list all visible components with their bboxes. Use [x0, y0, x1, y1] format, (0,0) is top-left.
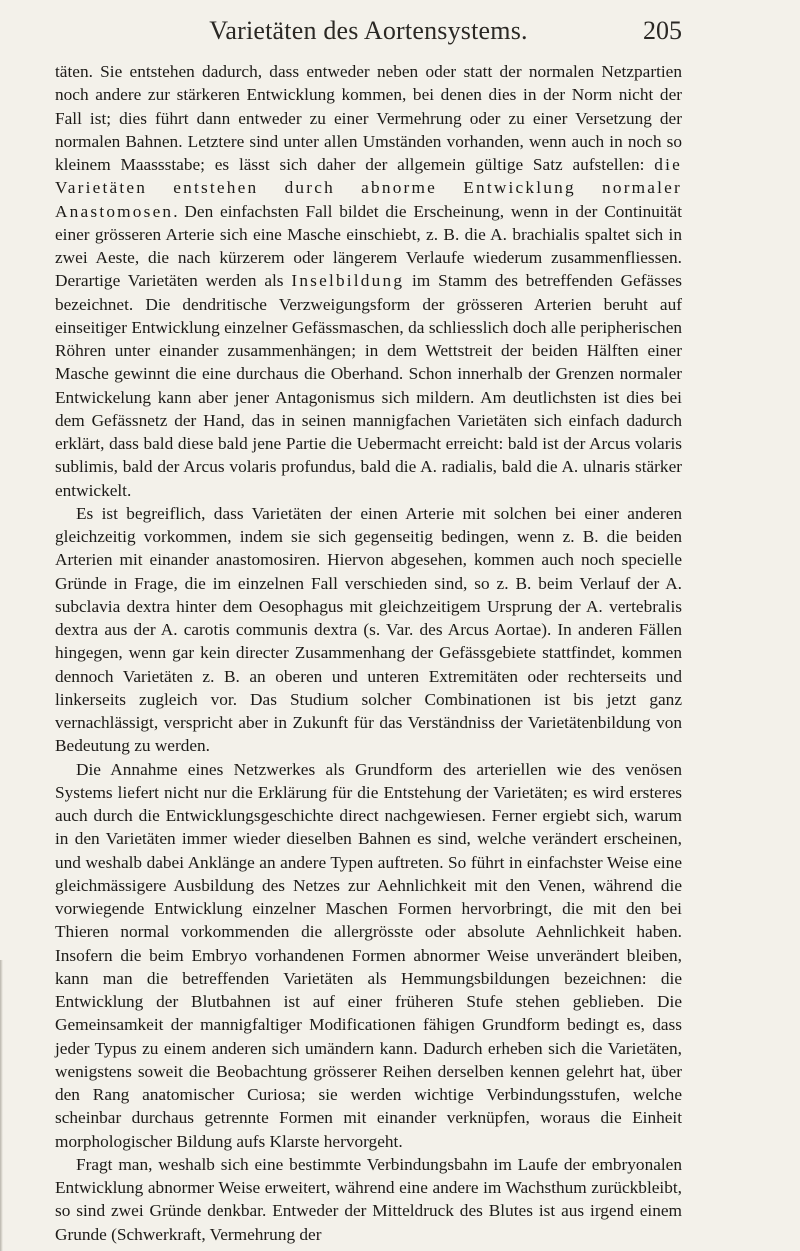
text-run: im Stamm des betreffenden Gefässes bezeichnet. Die dendritische Verzweigungsform der grösseren Arterien beruht auf einseitiger Entwicklung einzelner Gefässmaschen, da schliesslich doch alle peripherischen Röhren unter einander zusammenhängen; in dem Wettstreit der beiden Hälften einer Masche gewinnt die eine durchaus die Oberhand. Schon innerhalb der Grenzen normaler Entwickelung kann aber jener Antagonismus sich mildern. Am deutlichsten ist dies bei dem Gefässnetz der Hand, das in seinen mannigfachen Varietäten sich einfach dadurch erklärt, dass bald diese bald jene Partie die Uebermacht erreicht: bald ist der Arcus volaris sublimis, bald der Arcus volaris profundus, bald die A. radialis, bald die A. ulnaris stärker entwickelt. [55, 271, 682, 500]
body-text [55, 60, 682, 1246]
scan-edge-shadow [0, 960, 3, 1251]
spaced-emphasis: Inselbildung [291, 271, 405, 291]
paragraph-2 [55, 502, 682, 758]
running-head [55, 16, 682, 52]
paragraph-4 [55, 1153, 682, 1246]
page-number: 205 [643, 16, 682, 45]
page-header-title: Varietäten des Aortensystems. [209, 16, 528, 45]
text-run: Fragt man, weshalb sich eine bestimmte Verbindungsbahn im Laufe der embryonalen Entwicklung abnormer Weise erweitert, während eine andere im Wachsthum zurückbleibt, so sind zwei Gründe denkbar. Entweder der Mitteldruck des Blutes ist aus irgend einem Grunde (Schwerkraft, Vermehrung der [55, 1154, 682, 1244]
text-run: Die Annahme eines Netzwerkes als Grundform des arteriellen wie des venösen Systems liefert nicht nur die Erklärung für die Entstehung der Varietäten; es wird ersteres auch durch die Entwicklungsgeschichte direct nachgewiesen. Ferner ergiebt sich, warum in den Varietäten immer wieder dieselben Bahnen es sind, welche verändert erscheinen, und weshalb dabei Anklänge an andere Typen auftreten. So führt in einfachster Weise eine gleichmässigere Ausbildung des Netzes zur Aehnlichkeit mit den Venen, während die vorwiegende Entwicklung einzelner Maschen Formen hervorbringt, die mit den bei Thieren normal vorkommenden die allergrösste oder absolute Aehnlichkeit haben. Insofern die beim Embryo vorhandenen Formen abnormer Weise unverändert bleiben, kann man die betreffenden Varietäten als Hemmungsbildungen bezeichnen: die Entwicklung der Blutbahnen ist auf einer früheren Stufe stehen geblieben. Die Gemeinsamkeit der mannigfaltiger Modificationen fähigen Grundform bedingt es, dass jeder Typus zu einem anderen sich umändern kann. Dadurch erheben sich die Varietäten, wenigstens soweit die Beobachtung grösserer Reihen derselben kennen gelehrt hat, über den Rang anatomischer Curiosa; sie werden wichtige Verbindungsstufen, welche scheinbar durchaus getrennte Formen mit einander verknüpfen, woraus die Einheit morphologischer Bildung aufs Klarste hervorgeht. [55, 759, 682, 1151]
spaced-emphasis: die Varietäten entstehen durch abnorme Entwicklung normaler Anastomosen [55, 155, 682, 221]
paragraph-1 [55, 60, 682, 502]
text-run: . Den einfachsten Fall bildet die Erscheinung, wenn in der Continuität einer grösseren Arterie sich eine Masche einschiebt, z. B. die A. brachialis spaltet sich in zwei Aeste, die nach kürzerem oder längerem Verlaufe wiederum zusammenfliessen. Derartige Varietäten werden als [55, 201, 682, 291]
paragraph-3 [55, 758, 682, 1153]
text-run: Es ist begreiflich, dass Varietäten der einen Arterie mit solchen bei einer anderen gleichzeitig vorkommen, indem sie sich gegenseitig bedingen, wenn z. B. die beiden Arterien mit einander anastomosiren. Hiervon abgesehen, kommen auch noch specielle Gründe in Frage, die im einzelnen Fall verschieden sind, so z. B. beim Verlauf der A. subclavia dextra hinter dem Oesophagus mit gleichzeitigem Ursprung der A. vertebralis dextra aus der A. carotis communis dextra (s. Var. des Arcus Aortae). In anderen Fällen hingegen, wenn gar kein directer Zusammenhang der Gefässgebiete stattfindet, kommen dennoch Varietäten z. B. an oberen und unteren Extremitäten oder rechterseits und linkerseits zugleich vor. Das Studium solcher Combinationen ist bis jetzt ganz vernachlässigt, verspricht aber in Zukunft für das Verständniss der Varietätenbildung von Bedeutung zu werden. [55, 503, 682, 756]
text-run: täten. Sie entstehen dadurch, dass entweder neben oder statt der normalen Netzpartien noch andere zur stärkeren Entwicklung kommen, bei denen dies in der Norm nicht der Fall ist; dies führt dann entweder zu einer Vermehrung oder zu einer Versetzung der normalen Bahnen. Letztere sind unter allen Umständen vorhanden, wenn auch in noch so kleinem Maassstabe; es lässt sich daher der allgemein gültige Satz aufstellen: [55, 62, 682, 174]
